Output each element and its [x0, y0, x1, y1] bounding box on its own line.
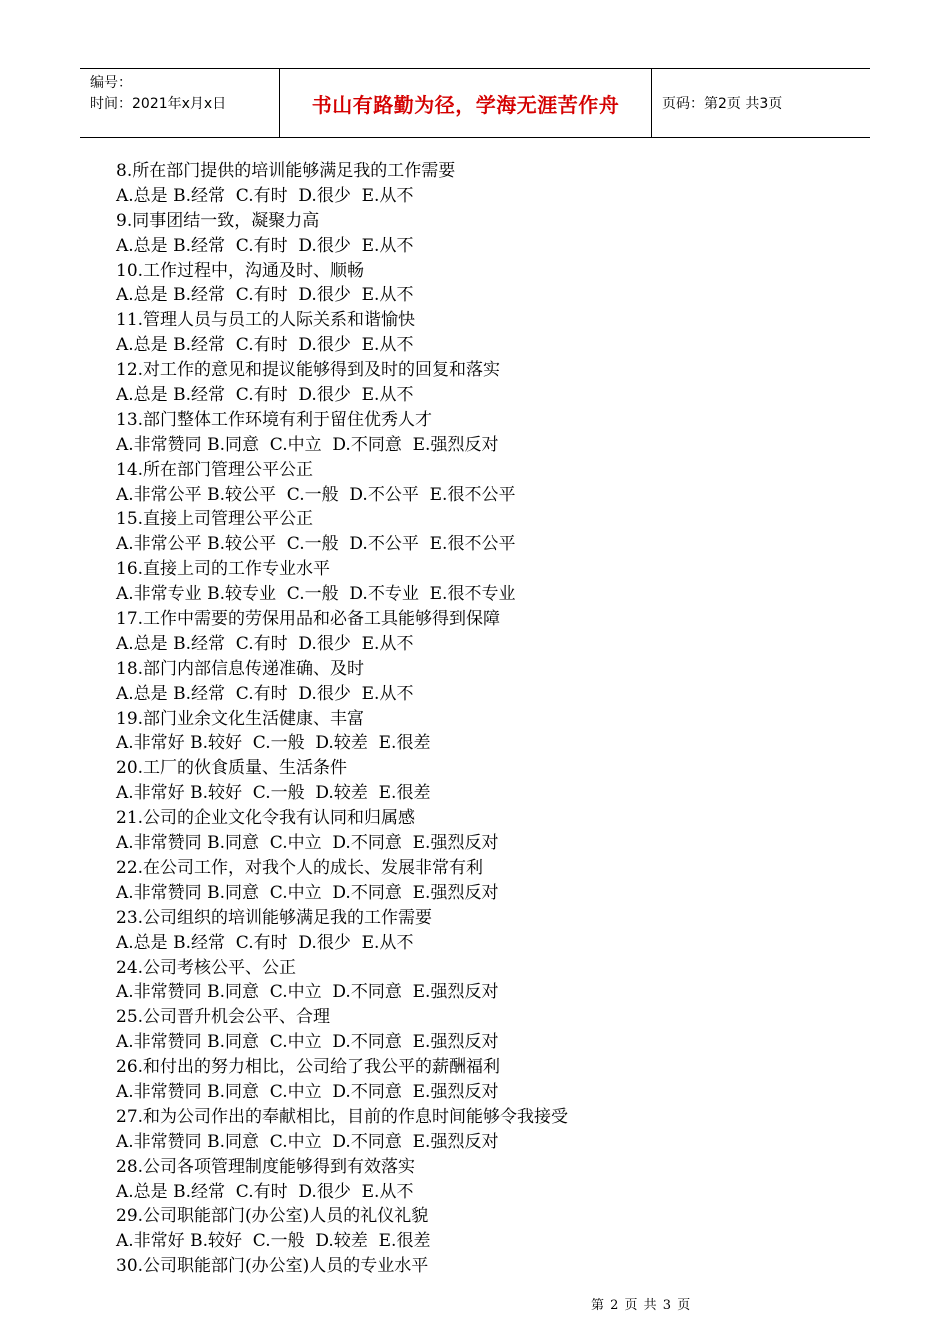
options-25: A.非常赞同 B.同意 C.中立 D.不同意 E.强烈反对 [116, 1032, 499, 1053]
options-20: A.非常好 B.较好 C.一般 D.较差 E.很差 [116, 783, 431, 804]
question-9: 9.同事团结一致，凝聚力高 [116, 210, 320, 231]
options-22: A.非常赞同 B.同意 C.中立 D.不同意 E.强烈反对 [116, 882, 499, 903]
question-25: 25.公司晋升机会公平、合理 [116, 1007, 331, 1028]
options-15: A.非常公平 B.较公平 C.一般 D.不公平 E.很不公平 [116, 534, 516, 555]
question-11: 11.管理人员与员工的人际关系和谐愉快 [116, 310, 416, 331]
header-page-info: 页码：第2页 共3页 [662, 96, 783, 112]
question-15: 15.直接上司管理公平公正 [116, 509, 314, 530]
options-24: A.非常赞同 B.同意 C.中立 D.不同意 E.强烈反对 [116, 982, 499, 1003]
question-27: 27.和为公司作出的奉献相比，目前的作息时间能够令我接受 [116, 1106, 569, 1127]
options-12: A.总是 B.经常 C.有时 D.很少 E.从不 [116, 385, 414, 406]
survey-content [116, 159, 876, 1279]
options-21: A.非常赞同 B.同意 C.中立 D.不同意 E.强烈反对 [116, 833, 499, 854]
question-21: 21.公司的企业文化令我有认同和归属感 [116, 808, 416, 829]
question-30: 30.公司职能部门(办公室)人员的专业水平 [116, 1256, 429, 1277]
question-23: 23.公司组织的培训能够满足我的工作需要 [116, 907, 433, 928]
question-18: 18.部门内部信息传递准确、及时 [116, 658, 365, 679]
document-number-label: 编号： [90, 75, 132, 91]
options-13: A.非常赞同 B.同意 C.中立 D.不同意 E.强烈反对 [116, 434, 499, 455]
question-24: 24.公司考核公平、公正 [116, 957, 297, 978]
options-17: A.总是 B.经常 C.有时 D.很少 E.从不 [116, 633, 414, 654]
question-26: 26.和付出的努力相比，公司给了我公平的薪酬福利 [116, 1057, 501, 1078]
options-23: A.总是 B.经常 C.有时 D.很少 E.从不 [116, 932, 414, 953]
question-19: 19.部门业余文化生活健康、丰富 [116, 708, 365, 729]
header-meta [80, 69, 280, 137]
header-motto: 书山有路勤为径，学海无涯苦作舟 [280, 69, 652, 137]
options-29: A.非常好 B.较好 C.一般 D.较差 E.很差 [116, 1231, 431, 1252]
question-10: 10.工作过程中，沟通及时、顺畅 [116, 260, 365, 281]
options-26: A.非常赞同 B.同意 C.中立 D.不同意 E.强烈反对 [116, 1081, 499, 1102]
options-19: A.非常好 B.较好 C.一般 D.较差 E.很差 [116, 733, 431, 754]
options-28: A.总是 B.经常 C.有时 D.很少 E.从不 [116, 1181, 414, 1202]
question-16: 16.直接上司的工作专业水平 [116, 559, 331, 580]
page-header [80, 68, 870, 138]
question-8: 8.所在部门提供的培训能够满足我的工作需要 [116, 161, 456, 181]
options-8: A.总是 B.经常 C.有时 D.很少 E.从不 [116, 185, 414, 206]
options-11: A.总是 B.经常 C.有时 D.很少 E.从不 [116, 335, 414, 356]
question-13: 13.部门整体工作环境有利于留住优秀人才 [116, 409, 433, 430]
options-16: A.非常专业 B.较专业 C.一般 D.不专业 E.很不专业 [116, 584, 516, 605]
document-time-label: 时间：2021年x月x日 [90, 96, 227, 112]
question-12: 12.对工作的意见和提议能够得到及时的回复和落实 [116, 360, 501, 381]
options-10: A.总是 B.经常 C.有时 D.很少 E.从不 [116, 285, 414, 306]
options-14: A.非常公平 B.较公平 C.一般 D.不公平 E.很不公平 [116, 484, 516, 505]
question-29: 29.公司职能部门(办公室)人员的礼仪礼貌 [116, 1206, 429, 1227]
question-20: 20.工厂的伙食质量、生活条件 [116, 758, 348, 779]
options-9: A.总是 B.经常 C.有时 D.很少 E.从不 [116, 235, 414, 256]
question-14: 14.所在部门管理公平公正 [116, 459, 314, 480]
question-17: 17.工作中需要的劳保用品和必备工具能够得到保障 [116, 609, 501, 630]
options-18: A.总是 B.经常 C.有时 D.很少 E.从不 [116, 683, 414, 704]
question-28: 28.公司各项管理制度能够得到有效落实 [116, 1156, 416, 1177]
options-27: A.非常赞同 B.同意 C.中立 D.不同意 E.强烈反对 [116, 1131, 499, 1152]
question-22: 22.在公司工作，对我个人的成长、发展非常有利 [116, 857, 484, 878]
page-footer: 第 2 页 共 3 页 [591, 1298, 692, 1313]
